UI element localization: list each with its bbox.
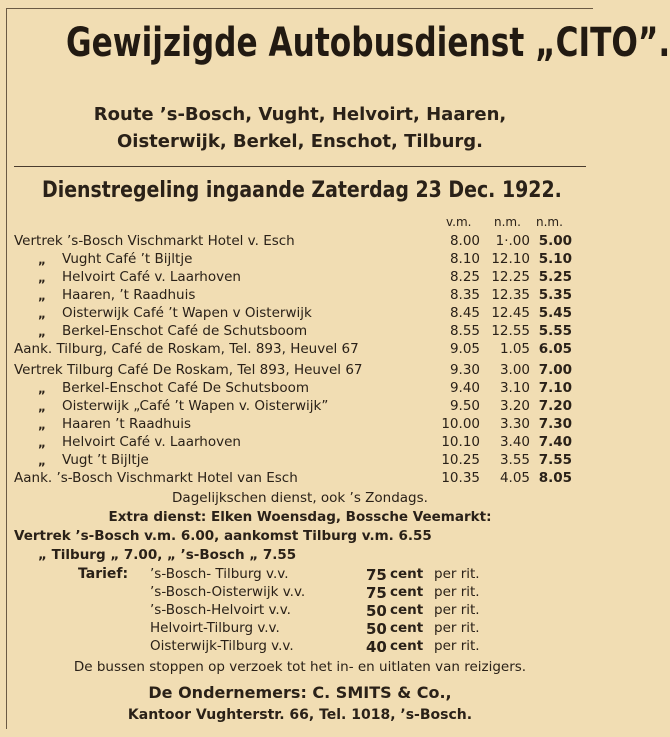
extra-service-heading: Extra dienst: Elken Woensdag, Bossche Veemarkt: (108, 509, 492, 525)
ditto-mark: „ (38, 325, 46, 339)
departure-time: 7.10 (538, 380, 572, 396)
ditto-mark: „ (38, 400, 46, 414)
tariff-price: 75 (366, 566, 387, 584)
outbound-row (0, 323, 600, 341)
departure-time: 3.30 (499, 416, 530, 432)
departure-time: 5.45 (538, 305, 572, 321)
outbound-row (0, 233, 600, 251)
daily-service-note: Dagelijkschen dienst, ook ’s Zondags. (172, 490, 428, 506)
tariff-price: 50 (366, 602, 387, 620)
tariff-row (0, 566, 600, 584)
inbound-row (0, 398, 600, 416)
departure-time: 8.55 (449, 323, 480, 339)
schedule-title: Dienstregeling ingaande Zaterdag 23 Dec. 1922. (42, 178, 562, 203)
departure-time: 9.05 (449, 341, 480, 357)
stop-name: Vertrek Tilburg Café De Roskam, Tel 893, Heuvel 67 (14, 362, 363, 378)
departure-time: 3.55 (499, 452, 530, 468)
departure-time: 8.35 (449, 287, 480, 303)
extra-service-line-2: „ Tilburg „ 7.00, „ ’s-Bosch „ 7.55 (38, 547, 297, 563)
departure-time: 12.55 (491, 323, 530, 339)
stop-name: Helvoirt Café v. Laarhoven (62, 269, 241, 285)
departure-time: 12.10 (491, 251, 530, 267)
office-line: Kantoor Vughterstr. 66, Tel. 1018, ’s-Bosch. (127, 707, 473, 723)
divider-rule (14, 166, 586, 167)
stop-name: Oisterwijk Café ’t Wapen v Oisterwijk (62, 305, 312, 321)
outbound-row (0, 251, 600, 269)
stop-name: Helvoirt Café v. Laarhoven (62, 434, 241, 450)
tariff-route: Helvoirt-Tilburg v.v. (150, 620, 280, 636)
departure-time: 10.10 (441, 434, 480, 450)
departure-time: 3.40 (499, 434, 530, 450)
departure-time: 10.35 (441, 470, 480, 486)
tariff-per: per rit. (434, 602, 480, 618)
outbound-row (0, 269, 600, 287)
inbound-row (0, 416, 600, 434)
departure-time: 3.20 (499, 398, 530, 414)
tariff-route: ’s-Bosch-Helvoirt v.v. (150, 602, 291, 618)
inbound-row (0, 362, 600, 380)
departure-time: 12.45 (491, 305, 530, 321)
outbound-row (0, 341, 600, 359)
tariff-row (0, 584, 600, 602)
ditto-mark: „ (38, 382, 46, 396)
departure-time: 8.45 (449, 305, 480, 321)
tariff-price: 75 (366, 584, 387, 602)
departure-time: 10.25 (441, 452, 480, 468)
departure-time: 9.30 (449, 362, 480, 378)
departure-time: 7.00 (538, 362, 572, 378)
stop-name: Haaren, ’t Raadhuis (62, 287, 196, 303)
operators-line: De Ondernemers: C. SMITS & Co., (148, 683, 452, 702)
departure-time: 7.20 (538, 398, 572, 414)
inbound-row (0, 452, 600, 470)
tariff-row (0, 638, 600, 656)
stop-name: Oisterwijk „Café ’t Wapen v. Oisterwijk” (62, 398, 329, 414)
departure-time: 7.30 (538, 416, 572, 432)
tariff-route: Oisterwijk-Tilburg v.v. (150, 638, 294, 654)
inbound-row (0, 380, 600, 398)
departure-time: 7.55 (538, 452, 572, 468)
tariff-unit: cent (390, 566, 424, 582)
column-header-nm-2: n.m. (536, 215, 563, 229)
departure-time: 12.25 (491, 269, 530, 285)
stop-name: Berkel-Enschot Café de Schutsboom (62, 323, 308, 339)
stop-name: Haaren ’t Raadhuis (62, 416, 192, 432)
route-line-2: Oisterwijk, Berkel, Enschot, Tilburg. (117, 131, 483, 152)
outbound-row (0, 305, 600, 323)
departure-time: 5.25 (538, 269, 572, 285)
stop-name: Aank. Tilburg, Café de Roskam, Tel. 893, Heuvel 67 (14, 341, 359, 357)
column-header-nm-1: n.m. (494, 215, 521, 229)
departure-time: 5.10 (538, 251, 572, 267)
outbound-row (0, 287, 600, 305)
stop-note: De bussen stoppen op verzoek tot het in- en uitlaten van reizigers. (73, 659, 527, 675)
departure-time: 3.00 (499, 362, 530, 378)
inbound-row (0, 434, 600, 452)
departure-time: 8.25 (449, 269, 480, 285)
departure-time: 9.40 (449, 380, 480, 396)
departure-time: 6.05 (538, 341, 572, 357)
ditto-mark: „ (38, 454, 46, 468)
tariff-price: 50 (366, 620, 387, 638)
stop-name: Vught Café ’t Bijltje (62, 251, 193, 267)
departure-time: 8.05 (538, 470, 572, 486)
ditto-mark: „ (38, 289, 46, 303)
extra-service-line-1: Vertrek ’s-Bosch v.m. 6.00, aankomst Tilburg v.m. 6.55 (14, 528, 432, 544)
departure-time: 7.40 (538, 434, 572, 450)
ditto-mark: „ (38, 253, 46, 267)
tariff-row (0, 620, 600, 638)
tarief-label: Tarief: (78, 566, 129, 582)
headline: Gewijzigde Autobusdienst „CITO”. (66, 20, 670, 66)
departure-time: 5.35 (538, 287, 572, 303)
ditto-mark: „ (38, 307, 46, 321)
departure-time: 5.00 (538, 233, 572, 249)
tariff-route: ’s-Bosch- Tilburg v.v. (150, 566, 289, 582)
stop-name: Vugt ’t Bijltje (62, 452, 149, 468)
departure-time: 1·.00 (495, 233, 530, 249)
stop-name: Aank. ’s-Bosch Vischmarkt Hotel van Esch (14, 470, 298, 486)
stop-name: Berkel-Enschot Café De Schutsboom (62, 380, 310, 396)
ditto-mark: „ (38, 436, 46, 450)
ditto-mark: „ (38, 418, 46, 432)
departure-time: 3.10 (499, 380, 530, 396)
tariff-route: ’s-Bosch-Oisterwijk v.v. (150, 584, 306, 600)
tariff-per: per rit. (434, 584, 480, 600)
departure-time: 4.05 (499, 470, 530, 486)
ditto-mark: „ (38, 271, 46, 285)
departure-time: 12.35 (491, 287, 530, 303)
tariff-unit: cent (390, 584, 424, 600)
tariff-per: per rit. (434, 566, 480, 582)
tariff-unit: cent (390, 620, 424, 636)
tariff-unit: cent (390, 602, 424, 618)
inbound-row (0, 470, 600, 488)
tariff-price: 40 (366, 638, 387, 656)
tariff-row (0, 602, 600, 620)
tariff-per: per rit. (434, 638, 480, 654)
route-line-1: Route ’s-Bosch, Vught, Helvoirt, Haaren, (93, 104, 507, 125)
departure-time: 10.00 (441, 416, 480, 432)
tariff-per: per rit. (434, 620, 480, 636)
tariff-unit: cent (390, 638, 424, 654)
departure-time: 5.55 (538, 323, 572, 339)
departure-time: 1.05 (499, 341, 530, 357)
departure-time: 8.10 (449, 251, 480, 267)
departure-time: 9.50 (449, 398, 480, 414)
departure-time: 8.00 (449, 233, 480, 249)
stop-name: Vertrek ’s-Bosch Vischmarkt Hotel v. Esch (14, 233, 295, 249)
column-header-vm: v.m. (446, 215, 472, 229)
